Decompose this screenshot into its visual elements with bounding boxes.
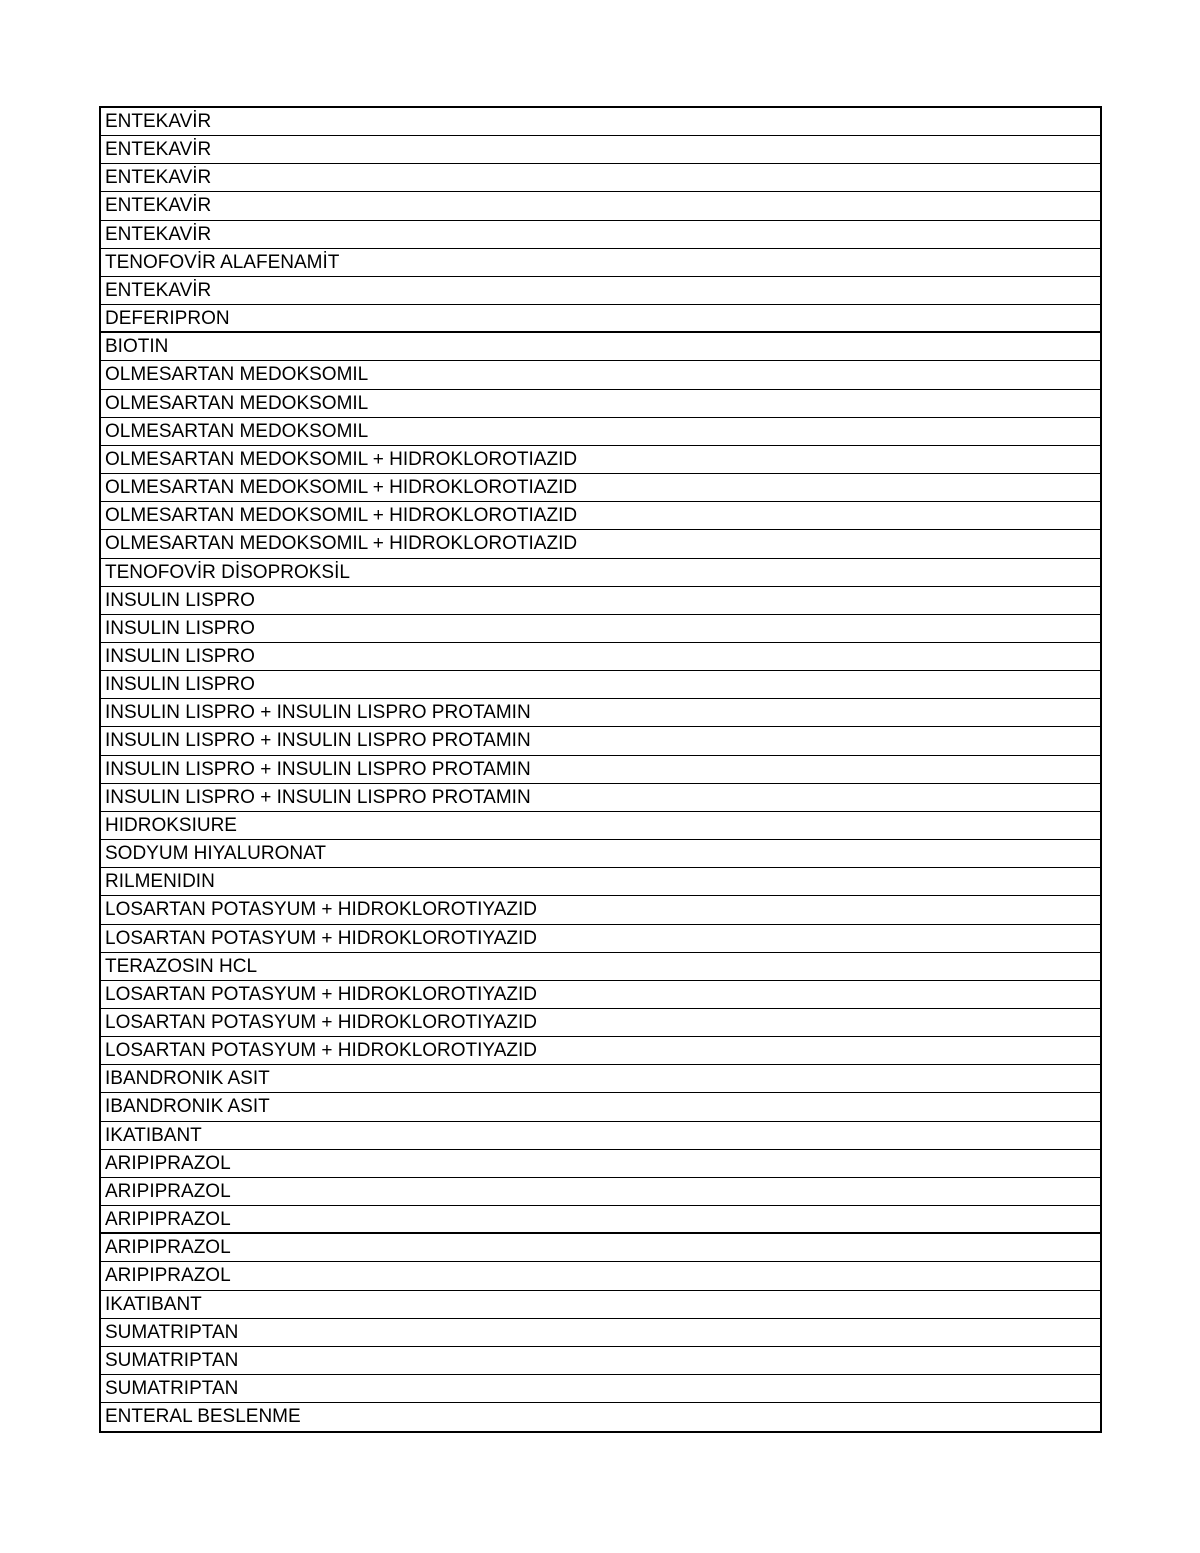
table-row: INSULIN LISPRO [101,615,1100,643]
table-row: ENTEKAVİR [101,164,1100,192]
table-row: TENOFOVİR DİSOPROKSİL [101,559,1100,587]
table-row: ARIPIPRAZOL [101,1234,1100,1262]
table-row: LOSARTAN POTASYUM + HIDROKLOROTIYAZID [101,981,1100,1009]
table-row: SUMATRIPTAN [101,1347,1100,1375]
table-row: OLMESARTAN MEDOKSOMIL + HIDROKLOROTIAZID [101,474,1100,502]
drug-name-table [99,106,1102,1433]
table-row: INSULIN LISPRO + INSULIN LISPRO PROTAMIN [101,699,1100,727]
table-row: SUMATRIPTAN [101,1319,1100,1347]
table-row: ENTEKAVİR [101,192,1100,220]
table-row: IKATIBANT [101,1291,1100,1319]
table-row: OLMESARTAN MEDOKSOMIL [101,361,1100,389]
table-row: INSULIN LISPRO + INSULIN LISPRO PROTAMIN [101,784,1100,812]
table-row: TERAZOSIN HCL [101,953,1100,981]
table-row: IKATIBANT [101,1122,1100,1150]
table-row: OLMESARTAN MEDOKSOMIL [101,418,1100,446]
table-row: ENTEKAVİR [101,136,1100,164]
table-row: ARIPIPRAZOL [101,1150,1100,1178]
table-row: INSULIN LISPRO [101,643,1100,671]
table-row: INSULIN LISPRO [101,671,1100,699]
table-row: ENTERAL BESLENME [105,1406,301,1428]
table-row: INSULIN LISPRO [101,587,1100,615]
table-row: IBANDRONIK ASIT [101,1093,1100,1121]
table-row: BIOTIN [101,333,1100,361]
table-row: RILMENIDIN [101,868,1100,896]
table-row: ENTEKAVİR [101,277,1100,305]
table-row: LOSARTAN POTASYUM + HIDROKLOROTIYAZID [101,925,1100,953]
table-row: DEFERIPRON [101,305,1100,333]
table-row: LOSARTAN POTASYUM + HIDROKLOROTIYAZID [101,1009,1100,1037]
table-row: INSULIN LISPRO + INSULIN LISPRO PROTAMIN [101,756,1100,784]
table-row: OLMESARTAN MEDOKSOMIL [101,390,1100,418]
table-row: ARIPIPRAZOL [101,1262,1100,1290]
table-row: IBANDRONIK ASIT [101,1065,1100,1093]
table-row: INSULIN LISPRO + INSULIN LISPRO PROTAMIN [101,727,1100,755]
table-row: SUMATRIPTAN [101,1375,1100,1403]
table-row: HIDROKSIURE [101,812,1100,840]
table-row: OLMESARTAN MEDOKSOMIL + HIDROKLOROTIAZID [101,446,1100,474]
table-row: SODYUM HIYALURONAT [101,840,1100,868]
table-row: ARIPIPRAZOL [101,1178,1100,1206]
table-row: TENOFOVİR ALAFENAMİT [101,249,1100,277]
table-row: OLMESARTAN MEDOKSOMIL + HIDROKLOROTIAZID [101,530,1100,558]
table-row: OLMESARTAN MEDOKSOMIL + HIDROKLOROTIAZID [101,502,1100,530]
table-row: ENTEKAVİR [101,108,1100,136]
table-row: LOSARTAN POTASYUM + HIDROKLOROTIYAZID [101,1037,1100,1065]
table-row: ARIPIPRAZOL [101,1206,1100,1234]
table-row: LOSARTAN POTASYUM + HIDROKLOROTIYAZID [101,896,1100,924]
table-row: ENTEKAVİR [101,221,1100,249]
